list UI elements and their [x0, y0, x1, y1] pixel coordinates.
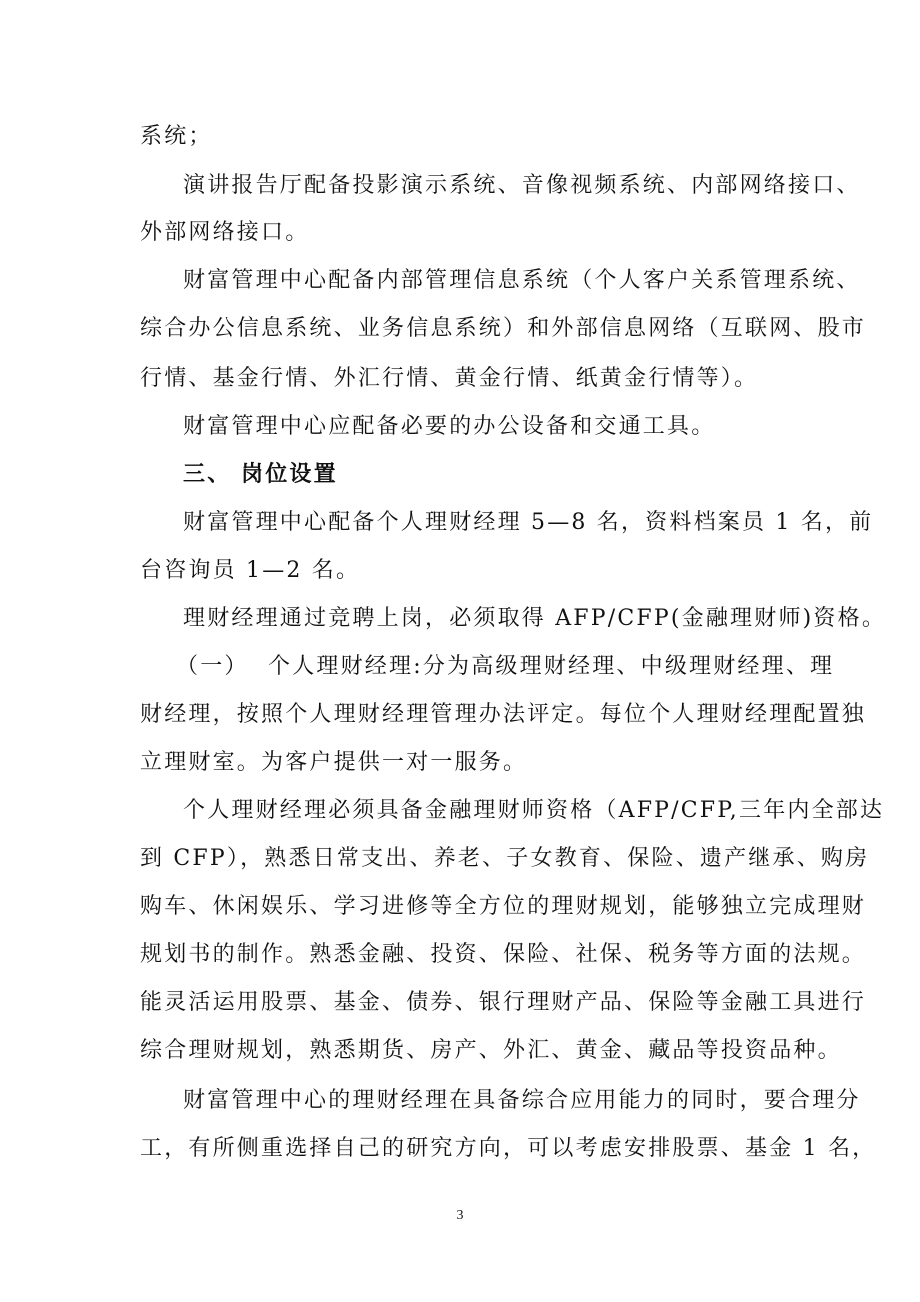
text-line: 能灵活运用股票、基金、债券、银行理财产品、保险等金融工具进行	[140, 990, 867, 1015]
text-line: 理财经理通过竞聘上岗，必须取得 AFP/CFP(金融理财师)资格。	[183, 606, 887, 631]
text-line: 购车、休闲娱乐、学习进修等全方位的理财规划，能够独立完成理财	[140, 894, 867, 919]
text-line: 到 CFP），熟悉日常支出、养老、子女教育、保险、遗产继承、购房	[140, 846, 870, 871]
section-heading	[183, 462, 338, 488]
section-title: 岗位设置	[241, 462, 338, 487]
text-line: 外部网络接口。	[140, 220, 310, 245]
text-line: 规划书的制作。熟悉金融、投资、保险、社保、税务等方面的法规。	[140, 942, 867, 967]
text-line: 财经理，按照个人理财经理管理办法评定。每位个人理财经理配置独	[140, 702, 867, 727]
subsection-label: （一）	[176, 654, 249, 679]
text-line: 演讲报告厅配备投影演示系统、音像视频系统、内部网络接口、	[183, 173, 861, 198]
text-line: 系统；	[140, 124, 213, 149]
text-line: 立理财室。为客户提供一对一服务。	[140, 750, 528, 775]
text-line: 财富管理中心的理财经理在具备综合应用能力的同时，要合理分	[183, 1088, 861, 1113]
text-line: 财富管理中心应配备必要的办公设备和交通工具。	[183, 414, 716, 439]
subsection-line	[176, 654, 834, 680]
text-line: 个人理财经理必须具备金融理财师资格（AFP/CFP,三年内全部达	[183, 798, 885, 823]
text-line: 财富管理中心配备个人理财经理 5—8 名，资料档案员 1 名，前	[183, 510, 874, 535]
section-number: 三、	[183, 462, 232, 487]
text-line: 行情、基金行情、外汇行情、黄金行情、纸黄金行情等）。	[140, 366, 759, 391]
text-line: 工，有所侧重选择自己的研究方向，可以考虑安排股票、基金 1 名，	[140, 1136, 877, 1161]
text-line: 台咨询员 1—2 名。	[140, 558, 361, 583]
text-line: 综合理财规划，熟悉期货、房产、外汇、黄金、藏品等投资品种。	[140, 1038, 842, 1063]
page-number: 3	[456, 1208, 464, 1223]
subsection-text: 个人理财经理:分为高级理财经理、中级理财经理、理	[268, 654, 835, 679]
text-line: 财富管理中心配备内部管理信息系统（个人客户关系管理系统、	[183, 268, 861, 293]
text-line: 综合办公信息系统、业务信息系统）和外部信息网络（互联网、股市	[140, 316, 867, 341]
